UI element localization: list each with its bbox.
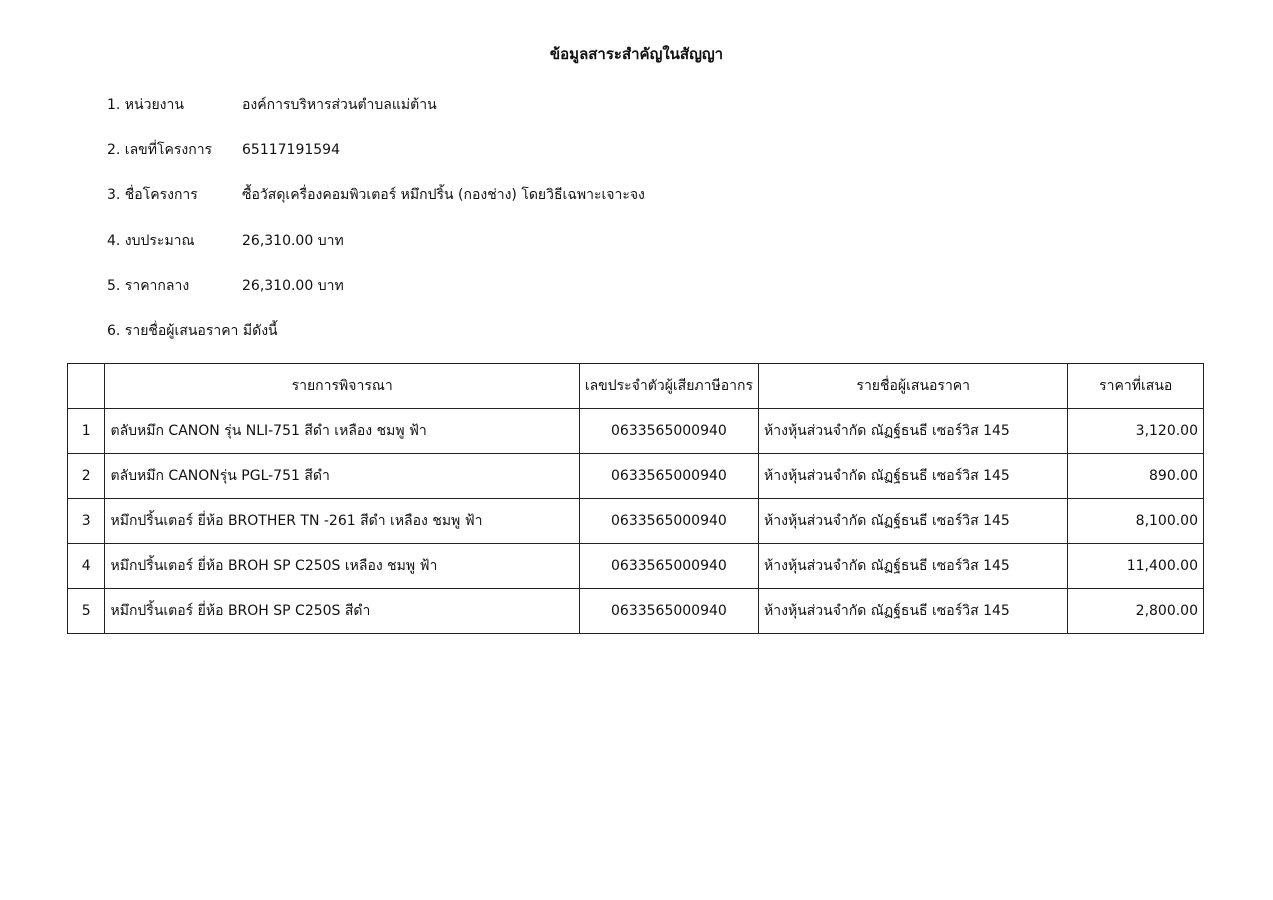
row-price: 3,120.00 [1068,409,1204,454]
row-no: 1 [68,409,105,454]
header-price: ราคาที่เสนอ [1068,364,1204,409]
row-item: หมึกปริ้นเตอร์ ยี่ห้อ BROTHER TN -261 สีดำ เหลือง ชมพู ฟ้า [105,499,579,544]
table-row [68,544,1204,589]
header-item: รายการพิจารณา [105,364,579,409]
info-label: 1. หน่วยงาน [107,97,184,113]
table-row [68,499,1204,544]
row-no: 3 [68,499,105,544]
row-price: 11,400.00 [1068,544,1204,589]
row-item: หมึกปริ้นเตอร์ ยี่ห้อ BROH SP C250S สีดำ [105,589,579,634]
info-value: องค์การบริหารส่วนตำบลแม่ต้าน [242,97,437,113]
row-no: 5 [68,589,105,634]
info-label: 5. ราคากลาง [107,278,190,294]
header-bidder: รายชื่อผู้เสนอราคา [759,364,1068,409]
row-price: 2,800.00 [1068,589,1204,634]
row-price: 8,100.00 [1068,499,1204,544]
row-tax-id: 0633565000940 [579,544,758,589]
header-no [68,364,105,409]
info-value: 26,310.00 บาท [242,233,344,249]
row-item: หมึกปริ้นเตอร์ ยี่ห้อ BROH SP C250S เหลือง ชมพู ฟ้า [105,544,579,589]
table-row [68,409,1204,454]
row-no: 2 [68,454,105,499]
bids-table [67,363,1204,634]
row-no: 4 [68,544,105,589]
row-bidder: ห้างหุ้นส่วนจำกัด ณัฏฐ์ธนธี เซอร์วิส 145 [759,589,1068,634]
info-label: 3. ชื่อโครงการ [107,187,198,203]
row-bidder: ห้างหุ้นส่วนจำกัด ณัฏฐ์ธนธี เซอร์วิส 145 [759,499,1068,544]
info-label: 4. งบประมาณ [107,233,195,249]
row-bidder: ห้างหุ้นส่วนจำกัด ณัฏฐ์ธนธี เซอร์วิส 145 [759,454,1068,499]
info-label: 6. รายชื่อผู้เสนอราคา มีดังนี้ [107,323,278,339]
row-tax-id: 0633565000940 [579,409,758,454]
row-item: ตลับหมึก CANONรุ่น PGL-751 สีดำ [105,454,579,499]
row-bidder: ห้างหุ้นส่วนจำกัด ณัฏฐ์ธนธี เซอร์วิส 145 [759,409,1068,454]
table-row [68,454,1204,499]
header-tax-id: เลขประจำตัวผู้เสียภาษีอากร [579,364,758,409]
row-price: 890.00 [1068,454,1204,499]
document-title: ข้อมูลสาระสำคัญในสัญญา [549,45,724,63]
row-tax-id: 0633565000940 [579,499,758,544]
row-tax-id: 0633565000940 [579,589,758,634]
table-header-row [68,364,1204,409]
row-item: ตลับหมึก CANON รุ่น NLI-751 สีดำ เหลือง ชมพู ฟ้า [105,409,579,454]
row-tax-id: 0633565000940 [579,454,758,499]
info-value: 26,310.00 บาท [242,278,344,294]
table-row [68,589,1204,634]
info-value: 65117191594 [242,142,340,158]
info-value: ซื้อวัสดุเครื่องคอมพิวเตอร์ หมึกปริ้น (กองช่าง) โดยวิธีเฉพาะเจาะจง [242,187,645,203]
row-bidder: ห้างหุ้นส่วนจำกัด ณัฏฐ์ธนธี เซอร์วิส 145 [759,544,1068,589]
info-label: 2. เลขที่โครงการ [107,142,213,158]
